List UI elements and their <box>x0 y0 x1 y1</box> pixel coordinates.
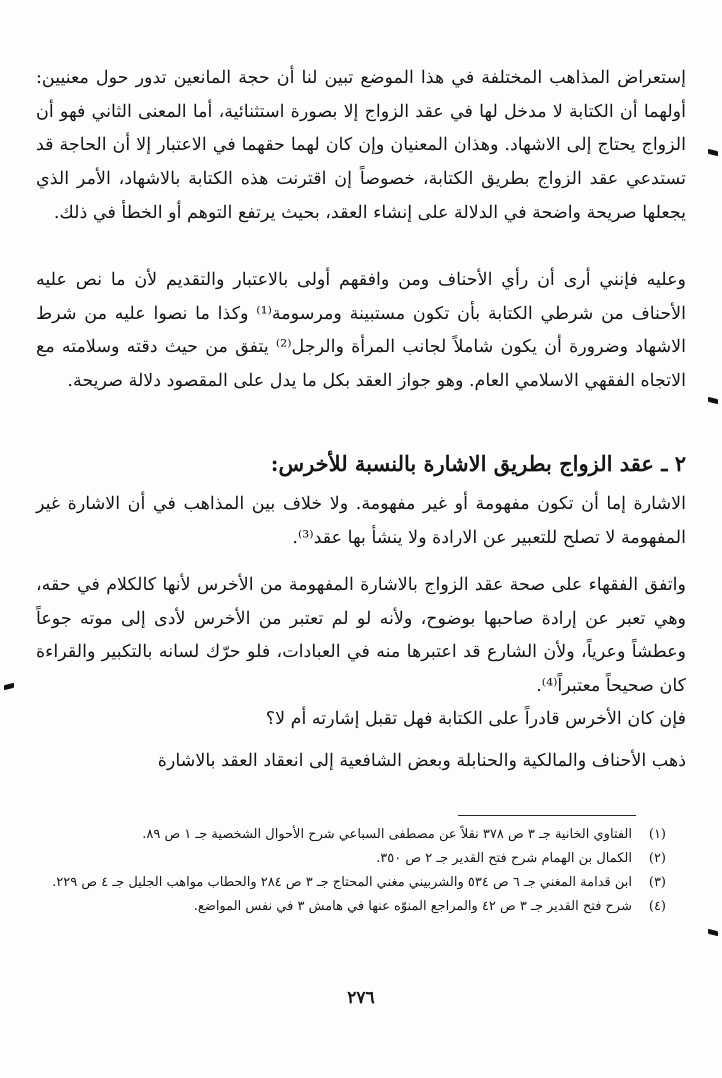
scan-mark <box>708 149 718 156</box>
scan-mark <box>708 929 718 936</box>
paragraph-5: فإن كان الأخرس قادراً على الكتابة فهل تقبل إشارته أم لا؟ <box>265 709 686 729</box>
section-heading: ٢ ـ عقد الزواج بطريق الاشارة بالنسبة للأخرس: <box>270 451 686 476</box>
paragraph-2: وعليه فإنني أرى أن رأي الأحناف ومن وافقهم أولى بالاعتبار والتقديم لأن ما نص عليه الأحناف من شرطي الكتابة بأن تكون مستبينة ومرسومة⁽¹⁾ وكذا ما نصوا عليه من شرط الاشهاد وضرورة أن يكون شاملاً لجانب المرأة والرجل⁽²⁾ يتفق من حيث دقته وسلامته مع الاتجاه الفقهي الاسلامي العام. وهو جواز العقد بكل ما يدل على المقصود دلالة صريحة. <box>36 270 687 392</box>
footnote-text: الكمال بن الهمام شرح فتح القدير جـ ٢ ص ٣٥٠. <box>376 851 632 866</box>
scan-mark <box>4 683 14 690</box>
paragraph-4: واتفق الفقهاء على صحة عقد الزواج بالاشارة المفهومة من الأخرس لأنها كالكلام في حقه، وهي تعبر عن إرادة صاحبها بوضوح، ولأنه لو لم تعتبر من الأخرس لأدى إلى موته جوعاً وعطشاً وعرياً، ولأن الشارع قد اعتبرها منه في العبادات، فلو حرّك لسانه بالتكبير والقراءة كان صحيحاً معتبراً⁽⁴⁾. <box>36 575 686 697</box>
footnote-number: (٣) <box>648 875 666 890</box>
footnotes <box>36 823 666 919</box>
paragraph-1: إستعراض المذاهب المختلفة في هذا الموضع تبين لنا أن حجة المانعين تدور حول معنيين: أولهما أن الكتابة لا مدخل لها في عقد الزواج إلا بصورة استثنائية، أما المعنى الثاني فهو أن الزواج يحتاج إلى الاشهاد. وهذان المعنيان وإن كان لهما حقهما في الاعتبار إلا أن الحاجة قد تستدعي عقد الزواج بطريق الكتابة، خصوصاً إن اقترنت هذه الكتابة بالاشهاد، الأمر الذي يجعلها صريحة واضحة في الدلالة على إنشاء العقد، بحيث يرتفع التوهم أو الخطأ في ذلك. <box>36 68 686 223</box>
footnote-item <box>36 823 666 847</box>
footnote-divider <box>458 815 636 816</box>
paragraph-6: ذهب الأحناف والمالكية والحنابلة وبعض الشافعية إلى انعقاد العقد بالاشارة <box>157 751 686 771</box>
footnote-number: (١) <box>648 827 666 842</box>
footnote-item <box>36 871 666 895</box>
scan-mark <box>708 397 718 404</box>
page-number: ٢٧٦ <box>347 988 375 1008</box>
footnote-number: (٤) <box>648 899 666 914</box>
paragraph-3: الاشارة إما أن تكون مفهومة أو غير مفهومة. ولا خلاف بين المذاهب في أن الاشارة غير المفهومة لا تصلح للتعبير عن الارادة ولا ينشأ بها عقد⁽³⁾. <box>36 494 686 548</box>
footnote-text: ابن قدامة المغني جـ ٦ ص ٥٣٤ والشربيني مغني المحتاج جـ ٣ ص ٢٨٤ والحطاب مواهب الجليل جـ ٤ ص ٢٢٩. <box>52 875 632 890</box>
footnote-item <box>36 895 666 919</box>
footnote-text: الفتاوي الخانية جـ ٣ ص ٣٧٨ نقلاً عن مصطفى السباعي شرح الأحوال الشخصية جـ ١ ص ٨٩. <box>142 827 632 842</box>
footnote-number: (٢) <box>648 851 666 866</box>
footnote-item <box>36 847 666 871</box>
footnote-text: شرح فتح القدير جـ ٣ ص ٤٢ والمراجع المنوّه عنها في هامش ٣ في نفس المواضع. <box>193 899 632 914</box>
